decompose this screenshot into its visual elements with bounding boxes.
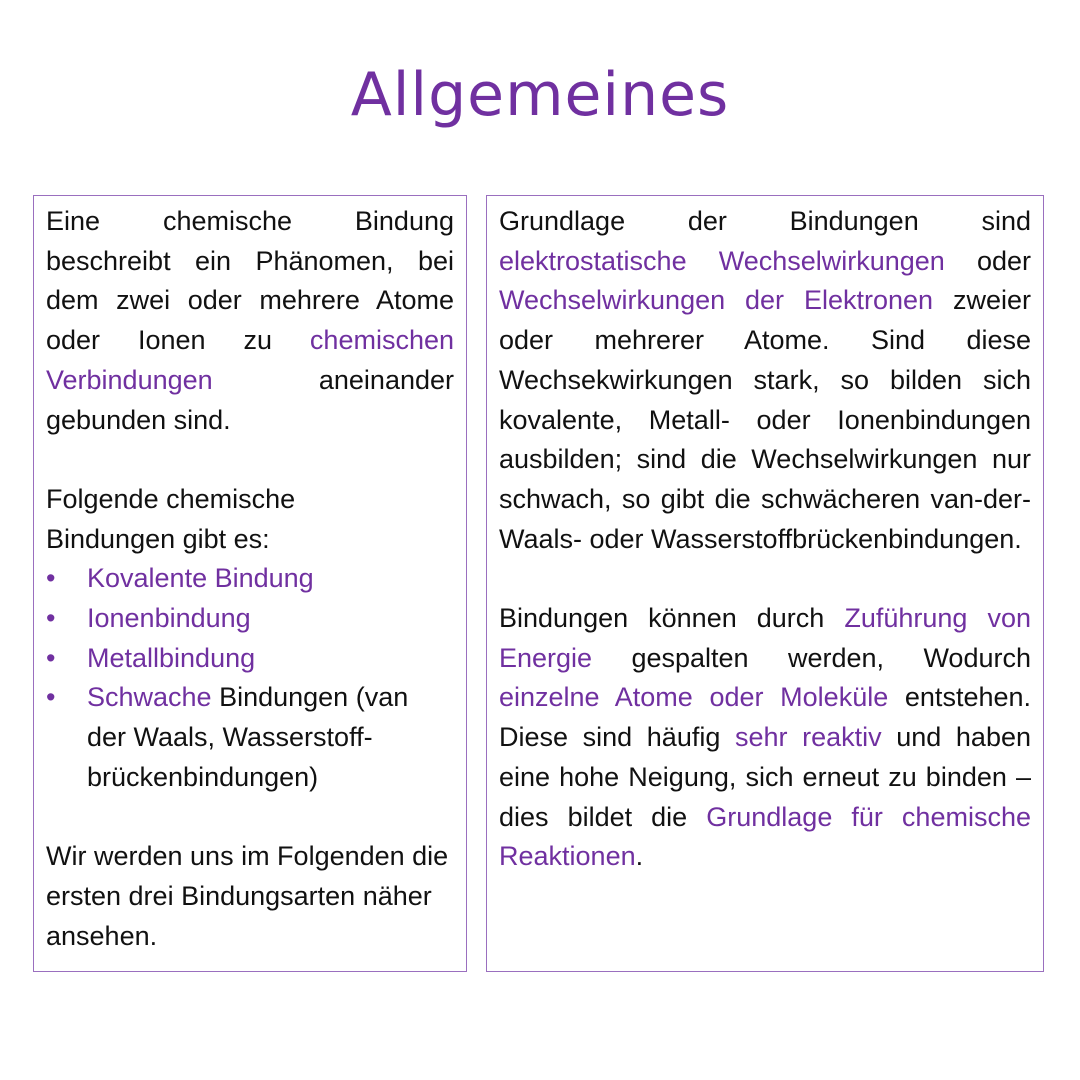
p2-text-5: . xyxy=(635,841,644,872)
page-title: Allgemeines xyxy=(350,60,730,130)
p2-text-2: gespalten werden, Wodurch xyxy=(592,642,1031,673)
bullet-icon: • xyxy=(46,603,56,634)
p1-highlight-1: elektrostatische Wechselwirkungen xyxy=(499,245,945,276)
intro-text-1: Eine chemische Bindung beschreibt ein Phänomen, bei dem zwei oder mehrere Atome oder Ionen zu xyxy=(46,206,454,356)
p2-highlight-4: Grundlage für chemische Reaktionen xyxy=(499,801,1031,872)
p2-text-3: entstehen. Diese sind häufig xyxy=(499,682,1032,753)
list-item xyxy=(46,678,454,797)
outro-paragraph: Wir werden uns im Folgenden die ersten drei Bindungsarten näher ansehen. xyxy=(46,841,449,951)
bullet-icon: • xyxy=(46,682,56,713)
bonding-basis-paragraph xyxy=(499,202,1031,559)
p1-text-1: Grundlage der Bindungen sind xyxy=(499,206,1031,236)
right-text-box xyxy=(486,195,1044,972)
p2-text-4: und haben eine hohe Neigung, sich erneut zu binden – dies bildet die xyxy=(499,722,1031,832)
bullet-icon: • xyxy=(46,563,56,594)
p1-text-3: zweier oder mehrerer Atome. Sind diese Wechsekwirkungen stark, so bilden sich kovalente, Metall- oder Ionenbindungen ausbilden; sind die Wechselwirkungen nur schwach, so gibt die schwächeren van-der-Waals- oder Wasserstoffbrückenbindungen. xyxy=(499,285,1032,554)
list-item-rest: Bindungen (van der Waals, Wasserstoff-brückenbindungen) xyxy=(87,682,409,792)
p2-text-1: Bindungen können durch xyxy=(499,603,845,634)
list-item-highlight: Metallbindung xyxy=(87,642,256,673)
intro-paragraph xyxy=(46,202,454,440)
bond-splitting-paragraph xyxy=(499,599,1031,877)
p1-highlight-2: Wechselwirkungen der Elektronen xyxy=(499,285,934,316)
p2-highlight-3: sehr reaktiv xyxy=(734,722,882,753)
list-intro: Folgende chemische Bindungen gibt es: xyxy=(46,483,296,554)
intro-highlight: chemischen Verbindungen xyxy=(46,325,454,395)
p2-highlight-1: Zuführung von Energie xyxy=(499,603,1031,673)
bond-type-list xyxy=(46,559,454,797)
list-item-highlight: Schwache xyxy=(87,682,212,713)
p1-text-2: oder xyxy=(944,245,1031,276)
list-item xyxy=(46,599,454,639)
intro-text-2: aneinander gebunden sind. xyxy=(46,364,454,435)
list-item-highlight: Kovalente Bindung xyxy=(87,563,314,594)
list-item xyxy=(46,559,454,599)
p2-highlight-2: einzelne Atome oder Moleküle xyxy=(499,682,889,713)
list-item xyxy=(46,639,454,679)
bullet-icon: • xyxy=(46,642,56,673)
left-text-box xyxy=(33,195,467,972)
list-item-highlight: Ionenbindung xyxy=(87,603,251,634)
